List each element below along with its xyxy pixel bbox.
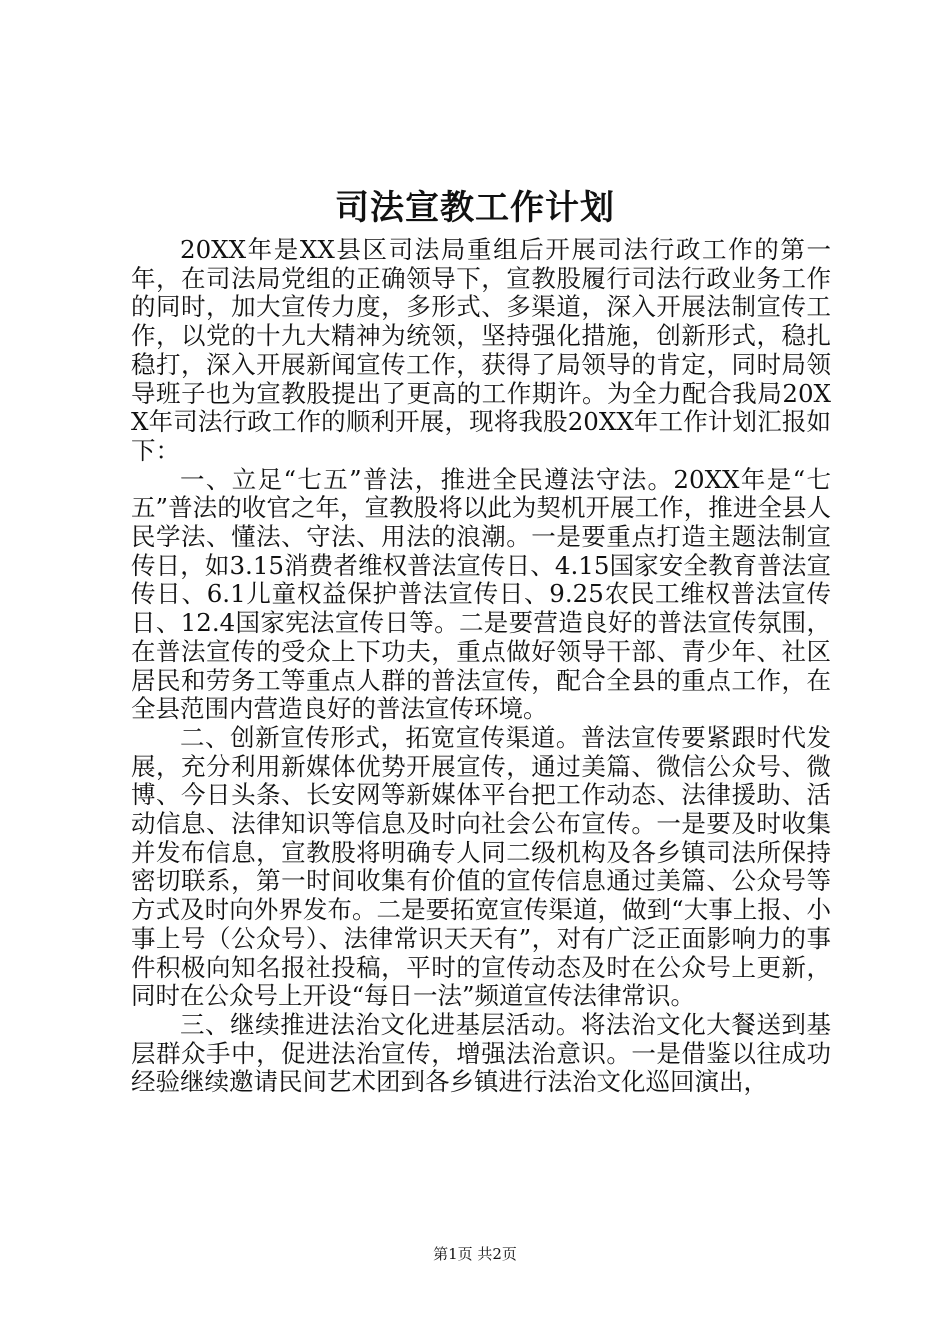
page-number-footer: 第1页 共2页	[433, 1245, 517, 1263]
paragraph-section-2: 二、创新宣传形式，拓宽宣传渠道。普法宣传要紧跟时代发展，充分利用新媒体优势开展宣传，通过美篇、微信公众号、微博、今日头条、长安网等新媒体平台把工作动态、法律援助、活动信息、法律知识等信息及时向社会公布宣传。一是要及时收集并发布信息，宣教股将明确专人同二级机构及各乡镇司法所保持密切联系，第一时间收集有价值的宣传信息通过美篇、公众号等方式及时向外界发布。二是要拓宽宣传渠道，做到“大事上报、小事上号（公众号）、法律常识天天有”，对有广泛正面影响力的事件积极向知名报社投稿，平时的宣传动态及时在公众号上更新，同时在公众号上开设“每日一法”频道宣传法律常识。	[131, 722, 831, 1011]
document-title: 司法宣教工作计划	[335, 188, 615, 228]
paragraph-section-3: 三、继续推进法治文化进基层活动。将法治文化大餐送到基层群众手中，促进法治宣传，增强法治意识。一是借鉴以往成功经验继续邀请民间艺术团到各乡镇进行法治文化巡回演出，	[131, 1009, 831, 1097]
paragraph-section-1: 一、立足“七五”普法，推进全民遵法守法。20XX年是“七五”普法的收官之年，宣教股将以此为契机开展工作，推进全县人民学法、懂法、守法、用法的浪潮。一是要重点打造主题法制宣传日，如3.15消费者维权普法宣传日、4.15国家安全教育普法宣传日、6.1儿童权益保护普法宣传日、9.25农民工维权普法宣传日、12.4国家宪法宣传日等。二是要营造良好的普法宣传氛围，在普法宣传的受众上下功夫，重点做好领导干部、青少年、社区居民和劳务工等重点人群的普法宣传，配合全县的重点工作，在全县范围内营造良好的普法宣传环境。	[131, 464, 831, 724]
document-body	[131, 236, 831, 1097]
paragraph-intro: 20XX年是XX县区司法局重组后开展司法行政工作的第一年，在司法局党组的正确领导下，宣教股履行司法行政业务工作的同时，加大宣传力度，多形式、多渠道，深入开展法制宣传工作，以党的十九大精神为统领，坚持强化措施，创新形式，稳扎稳打，深入开展新闻宣传工作，获得了局领导的肯定，同时局领导班子也为宣教股提出了更高的工作期许。为全力配合我局20XX年司法行政工作的顺利开展，现将我股20XX年工作计划汇报如下：	[131, 235, 831, 465]
